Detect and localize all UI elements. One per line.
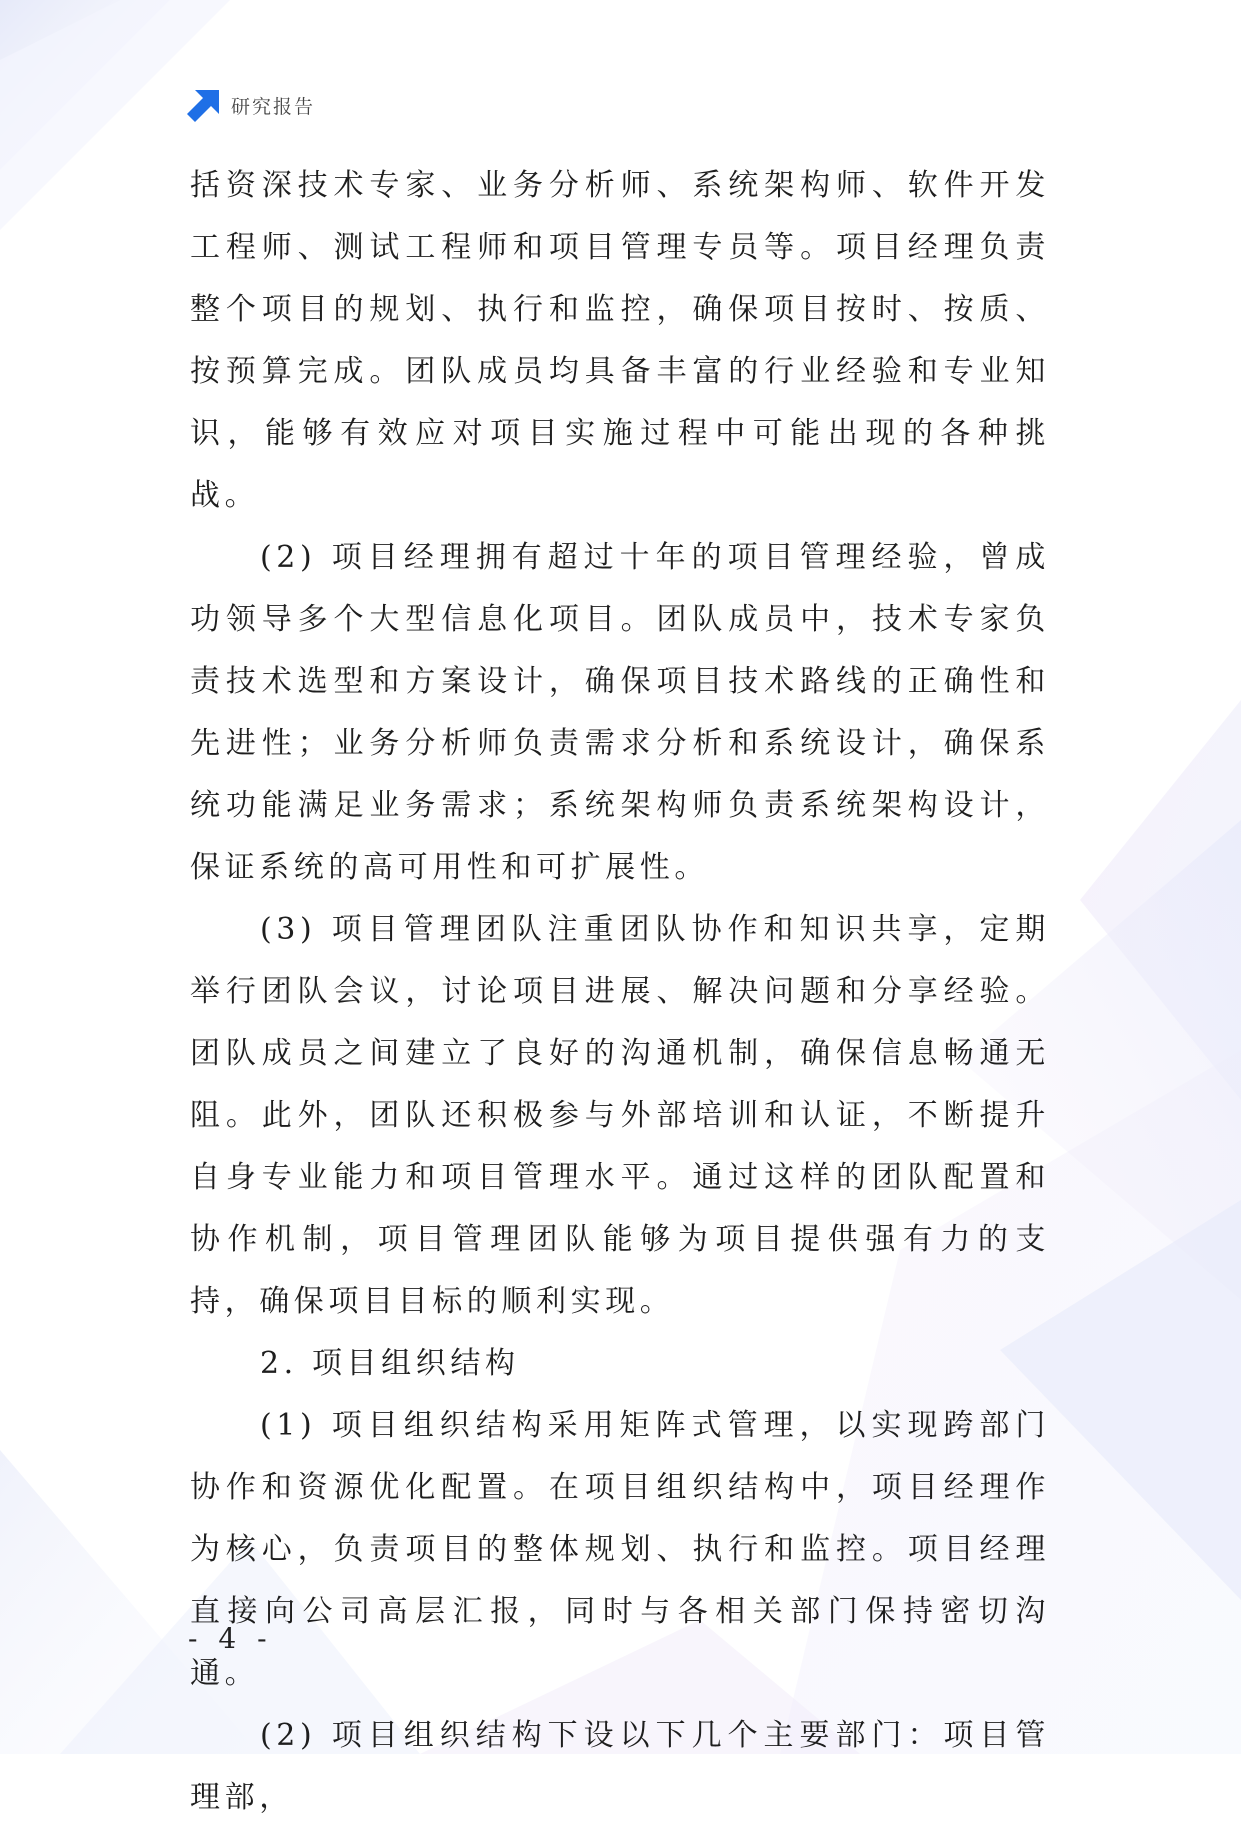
- header-title: 研究报告: [231, 95, 316, 118]
- section-heading: 2. 项目组织结构: [260, 1346, 520, 1381]
- section-paragraph-1: (1) 项目组织结构采用矩阵式管理，以实现跨部门协作和资源优化配置。在项目组织结构中，项目经理作为核心，负责项目的整体规划、执行和监控。项目经理直接向公司高层汇报，同时与各相关部门保持密切沟通。: [190, 1408, 1050, 1691]
- paragraph-3: (3) 项目管理团队注重团队协作和知识共享，定期举行团队会议，讨论项目进展、解决问题和分享经验。团队成员之间建立了良好的沟通机制，确保信息畅通无阻。此外，团队还积极参与外部培训和认证，不断提升自身专业能力和项目管理水平。通过这样的团队配置和协作机制，项目管理团队能够为项目提供强有力的支持，确保项目目标的顺利实现。: [190, 912, 1050, 1319]
- arrow-logo-icon: [187, 88, 221, 122]
- section-paragraph-2: (2) 项目组织结构下设以下几个主要部门：项目管理部，: [190, 1718, 1050, 1815]
- paragraph-continued: 括资深技术专家、业务分析师、系统架构师、软件开发工程师、测试工程师和项目管理专员等。项目经理负责整个项目的规划、执行和监控，确保项目按时、按质、按预算完成。团队成员均具备丰富的行业经验和专业知识，能够有效应对项目实施过程中可能出现的各种挑战。: [190, 168, 1050, 513]
- page-number: - 4 -: [188, 1622, 273, 1655]
- paragraph-2: (2) 项目经理拥有超过十年的项目管理经验，曾成功领导多个大型信息化项目。团队成员中，技术专家负责技术选型和方案设计，确保项目技术路线的正确性和先进性；业务分析师负责需求分析和系统设计，确保系统功能满足业务需求；系统架构师负责系统架构设计，保证系统的高可用性和可扩展性。: [190, 540, 1050, 885]
- report-header: [187, 88, 315, 122]
- document-body: [190, 155, 1050, 1829]
